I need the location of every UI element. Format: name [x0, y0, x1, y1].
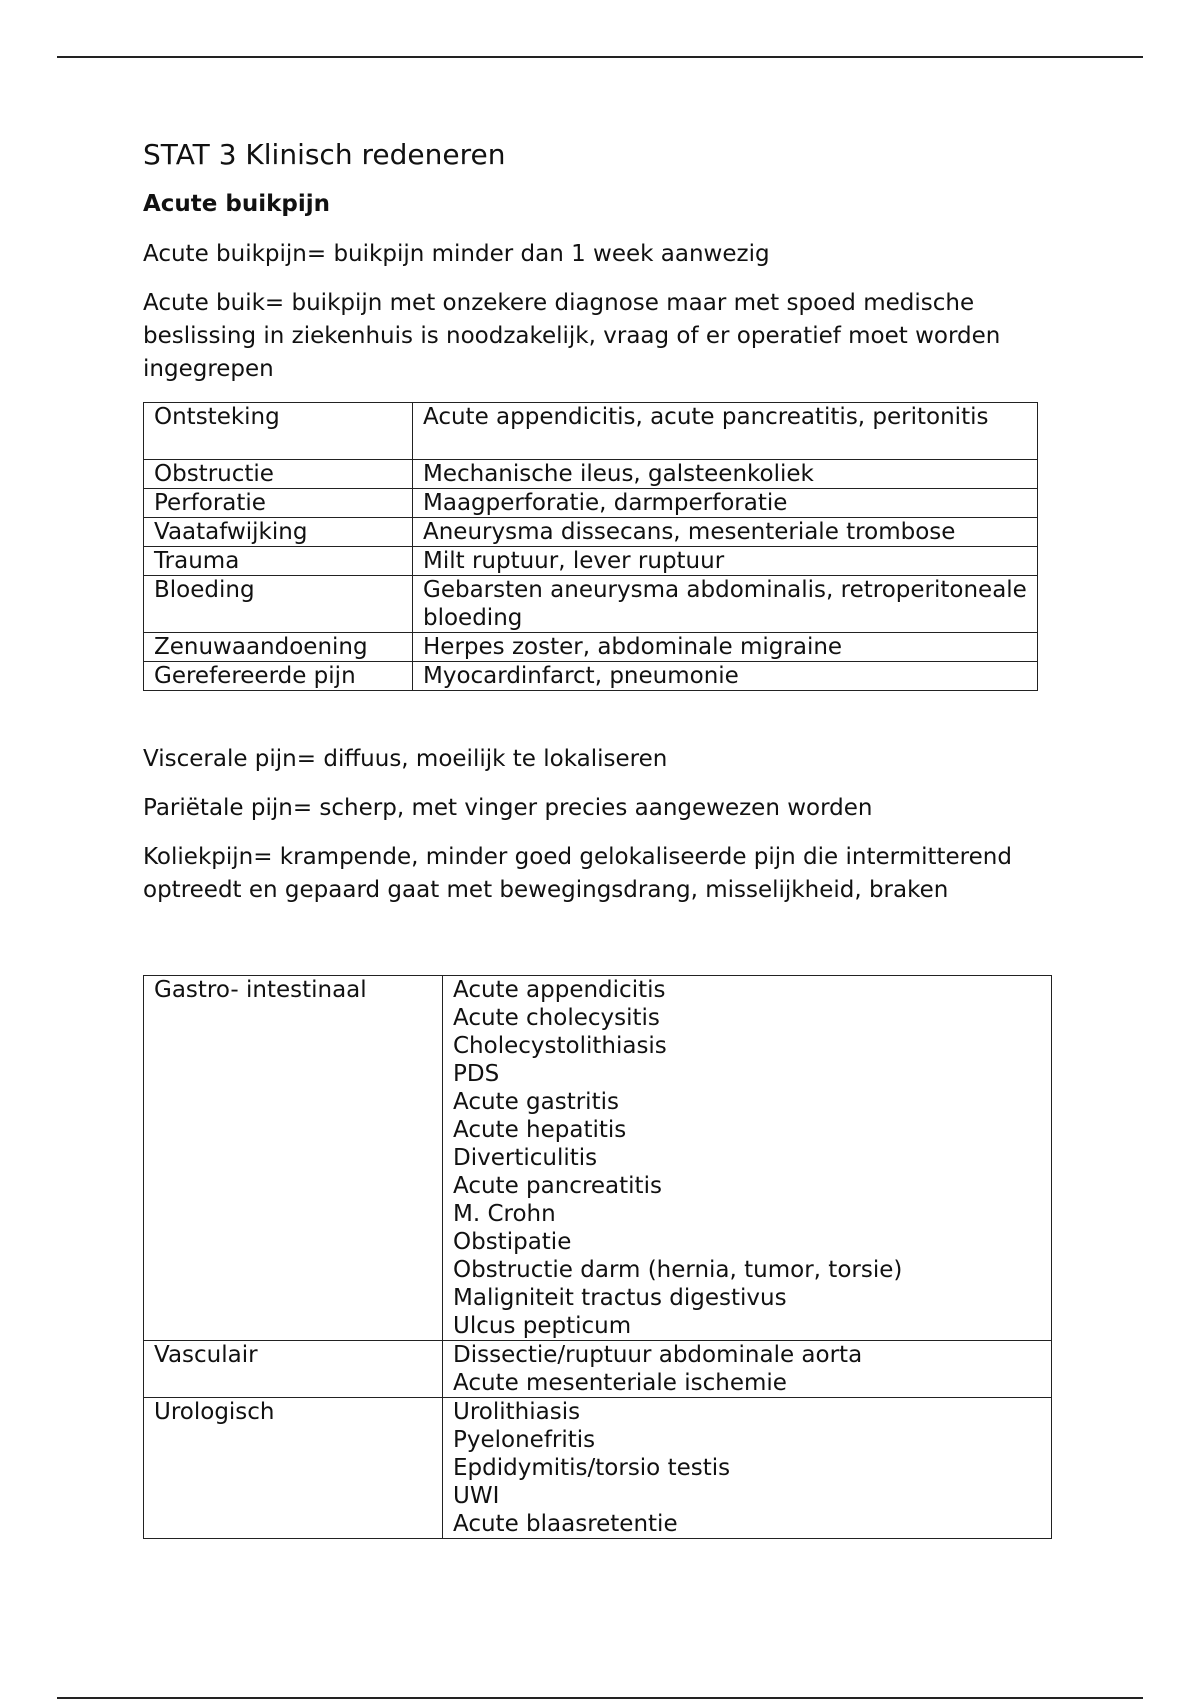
- diagnosis-list: [443, 976, 1052, 1341]
- diagnosis-list: [443, 1398, 1052, 1539]
- table-row: [144, 460, 1038, 489]
- document-body: [143, 138, 1083, 1539]
- list-item: Diverticulitis: [453, 1145, 598, 1171]
- list-item: Ulcus pepticum: [453, 1313, 632, 1339]
- list-item: Acute hepatitis: [453, 1117, 627, 1143]
- table-row: [144, 518, 1038, 547]
- table-row: [144, 489, 1038, 518]
- diagnosis-list: [443, 1341, 1052, 1398]
- list-item: PDS: [453, 1061, 500, 1087]
- cause-examples: Myocardinfarct, pneumonie: [413, 662, 1038, 691]
- page-top-rule: [57, 56, 1143, 58]
- differential-table: [143, 975, 1052, 1539]
- causes-table: [143, 402, 1038, 691]
- list-item: Urolithiasis: [453, 1399, 581, 1425]
- cause-examples: Maagperforatie, darmperforatie: [413, 489, 1038, 518]
- cause-examples: Milt ruptuur, lever ruptuur: [413, 547, 1038, 576]
- table-row: [144, 576, 1038, 633]
- list-item: Acute gastritis: [453, 1089, 619, 1115]
- paragraph-acute-buik: Acute buik= buikpijn met onzekere diagnose maar met spoed medische beslissing in ziekenhuis is noodzakelijk, vraag of er operatief moet worden ingegrepen: [143, 290, 1001, 382]
- table-row: [144, 1341, 1052, 1398]
- table-row: [144, 547, 1038, 576]
- cause-category: Gerefereerde pijn: [144, 662, 413, 691]
- cause-examples: Gebarsten aneurysma abdominalis, retroperitoneale bloeding: [413, 576, 1038, 633]
- cause-category: Vaatafwijking: [144, 518, 413, 547]
- list-item: Acute blaasretentie: [453, 1511, 678, 1537]
- cause-category: Perforatie: [144, 489, 413, 518]
- paragraph-parietale-pijn: Pariëtale pijn= scherp, met vinger precies aangewezen worden: [143, 795, 873, 821]
- cause-examples: Herpes zoster, abdominale migraine: [413, 633, 1038, 662]
- list-item: Epdidymitis/torsio testis: [453, 1455, 731, 1481]
- cause-examples: Aneurysma dissecans, mesenteriale trombose: [413, 518, 1038, 547]
- section-heading: Acute buikpijn: [143, 191, 331, 217]
- list-item: Acute appendicitis: [453, 977, 666, 1003]
- cause-category: Zenuwaandoening: [144, 633, 413, 662]
- list-item: Cholecystolithiasis: [453, 1033, 667, 1059]
- list-item: Pyelonefritis: [453, 1427, 596, 1453]
- table-row: [144, 403, 1038, 460]
- cause-examples: Acute appendicitis, acute pancreatitis, peritonitis: [413, 403, 1038, 460]
- list-item: Dissectie/ruptuur abdominale aorta: [453, 1342, 863, 1368]
- list-item: Obstipatie: [453, 1229, 572, 1255]
- page-title: STAT 3 Klinisch redeneren: [143, 138, 506, 171]
- cause-category: Ontsteking: [144, 403, 413, 460]
- cause-examples: Mechanische ileus, galsteenkoliek: [413, 460, 1038, 489]
- page-bottom-rule: [57, 1697, 1143, 1699]
- paragraph-viscerale-pijn: Viscerale pijn= diffuus, moeilijk te lokaliseren: [143, 746, 668, 772]
- cause-category: Obstructie: [144, 460, 413, 489]
- system-category: Urologisch: [144, 1398, 443, 1539]
- table-row: [144, 633, 1038, 662]
- cause-category: Bloeding: [144, 576, 413, 633]
- list-item: Acute mesenteriale ischemie: [453, 1370, 787, 1396]
- list-item: M. Crohn: [453, 1201, 556, 1227]
- list-item: UWI: [453, 1483, 500, 1509]
- system-category: Vasculair: [144, 1341, 443, 1398]
- differential-table-wrapper: [143, 975, 1083, 1539]
- table-row: [144, 662, 1038, 691]
- cause-category: Trauma: [144, 547, 413, 576]
- table-row: [144, 976, 1052, 1341]
- system-category: Gastro- intestinaal: [144, 976, 443, 1341]
- table-row: [144, 1398, 1052, 1539]
- paragraph-acute-buikpijn: Acute buikpijn= buikpijn minder dan 1 week aanwezig: [143, 241, 770, 267]
- paragraph-koliekpijn: Koliekpijn= krampende, minder goed gelokaliseerde pijn die intermitterend optreedt en gepaard gaat met bewegingsdrang, misselijkheid, braken: [143, 844, 1012, 903]
- list-item: Obstructie darm (hernia, tumor, torsie): [453, 1257, 903, 1283]
- list-item: Acute pancreatitis: [453, 1173, 662, 1199]
- list-item: Acute cholecysitis: [453, 1005, 660, 1031]
- list-item: Maligniteit tractus digestivus: [453, 1285, 787, 1311]
